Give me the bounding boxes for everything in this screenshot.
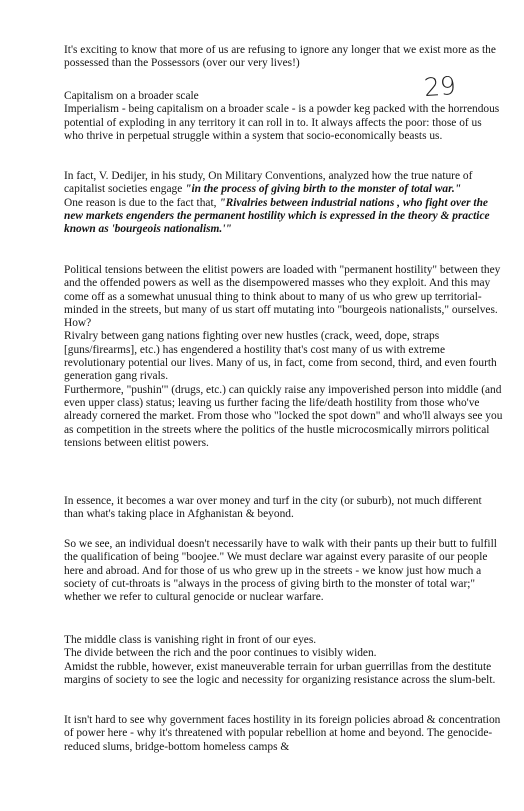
middle-class-line: The middle class is vanishing right in front of our eyes. (64, 634, 317, 646)
tensions-paragraph: Political tensions between the elitist powers are loaded with "permanent hostility" between they and the offended powers as well as the disempowered masses who they exploit. And this may come off as a somewhat unusual thing to think about to many of us who grew up territorial-minded in the streets, but many of us start off mutating into "bourgeois nationalists," ourselves. (64, 264, 501, 316)
rubble-paragraph: Amidst the rubble, however, exist maneuverable terrain for urban guerrillas from the destitute margins of society to see the logic and necessity for organizing resistance across the slum-belt. (64, 660, 496, 686)
imperialism-paragraph: Imperialism - being capitalism on a broader scale - is a powder keg packed with the horrendous potential of exploding in any territory it can roll in to. It always affects the poor: those of us who thrive in perpetual struggle within a system that socio-economically beasts us. (64, 103, 500, 142)
how-line: How? (64, 317, 92, 330)
essence-paragraph: In essence, it becomes a war over money and turf in the city (or suburb), not much different than what's taking place in Afghanistan & beyond. (64, 495, 482, 521)
final-paragraph: It isn't hard to see why government faces hostility in its foreign policies abroad & concentration of power here - why it's threatened with popular rebellion at home and beyond. The genocide-reduced slums, bridge-bottom homeless camps & (64, 714, 501, 753)
divide-line: The divide between the rich and the poor continues to visibly widen. (64, 647, 377, 660)
page-number: 29 (423, 70, 457, 103)
middle-class-section (64, 634, 504, 687)
section-heading: Capitalism on a broader scale (64, 90, 199, 102)
furthermore-paragraph: Furthermore, "pushin'" (drugs, etc.) can quickly raise any impoverished person into middle (and even upper class) status; leaving us further facing the life/death hostility from those who've already cornered the market. From those who "locked the spot down" and who'll always see you as competition in the streets where the politics of the hustle microcosmically mirrors political tensions between elitist powers. (64, 383, 503, 449)
intro-paragraph: It's exciting to know that more of us are refusing to ignore any longer that we exist more as the possessed than the Possessors (over our very lives!) (64, 44, 496, 70)
imperialism-section (64, 90, 504, 143)
dedijer-section (64, 170, 504, 236)
rivalry-paragraph: Rivalry between gang nations fighting over new hustles (crack, weed, dope, straps [guns/firearms], etc.) has engendered a hostility that's cost many of us with extreme revolutionary potential our lives. Many of us, in fact, come from second, third, and even fourth generation gang rivals. (64, 330, 497, 383)
tensions-section (64, 264, 504, 450)
sowesee-paragraph: So we see, an individual doesn't necessarily have to walk with their pants up their butt to fulfill the qualification of being "boojee." We must declare war against every parasite of our people here and abroad. And for those of us who grew up in the streets - we know just how much a society of cut-throats is "always in the process of giving birth to the monster of total war;" whether we refer to cultural genocide or nuclear warfare. (64, 538, 497, 604)
dedijer-paragraph (64, 170, 504, 197)
reason-paragraph (64, 197, 504, 237)
dedijer-text: In fact, V. Dedijer, in his study, On Military Conventions, analyzed how the true nature of capitalist societies engage (64, 170, 473, 196)
dedijer-quote: "in the process of giving birth to the monster of total war." (185, 183, 462, 196)
reason-text: One reason is due to the fact that, (64, 196, 220, 209)
reason-quote: "Rivalries between industrial nations , who fight over the new markets engenders the permanent hostility which is expressed in the theory & practice known as 'bourgeois nationalism.'" (64, 196, 490, 236)
